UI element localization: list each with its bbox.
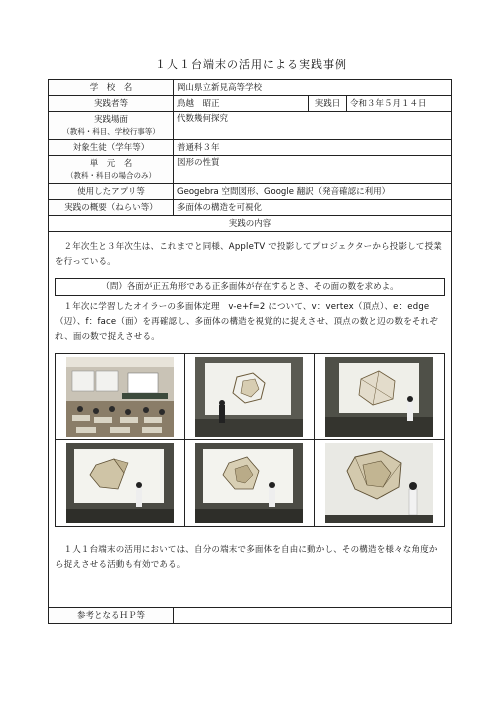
students-label: 対象生徒（学年等）: [49, 140, 174, 156]
screen-photo-image: [195, 357, 303, 437]
content-header: 実践の内容: [49, 216, 452, 232]
school-label: 学 校 名: [49, 80, 174, 96]
overview-label: 実践の概要（ねらい等）: [49, 200, 174, 216]
students-value: 普通科３年: [174, 140, 452, 156]
school-value: 岡山県立新見高等学校: [174, 80, 452, 96]
screen-photo-5: [315, 440, 444, 526]
date-value: 令和３年５月１４日: [347, 96, 452, 112]
paragraph-2: １年次に学習したオイラーの多面体定理 v-e+f=2 について、v：vertex（頂点）、e：edge（辺）、f：face（面）を再確認し、多面体の構造を視覚的に捉えさせ、頂点の数と辺の数をそれぞれ、面の数で捉えさせる。: [55, 302, 438, 342]
content-cell: [49, 232, 452, 608]
screen-photo-3: [56, 440, 185, 526]
screen-photo-image: [325, 357, 433, 437]
classroom-photo-image: [66, 357, 174, 437]
practitioner-label: 実践者等: [49, 96, 174, 112]
paragraph-1: ２年次生と３年次生は、これまでと同様、AppleTV で投影してプロジェクターから投影して授業を行っている。: [55, 242, 442, 267]
unit-value: 図形の性質: [174, 156, 452, 184]
screen-photo-image: [195, 443, 303, 523]
scene-label: 実践場面: [93, 114, 128, 125]
overview-value: 多面体の構造を可視化: [174, 200, 452, 216]
classroom-photo: [56, 354, 185, 440]
screen-photo-image: [66, 443, 174, 523]
screen-photo-4: [185, 440, 314, 526]
unit-sublabel: （教科・科目の場合のみ）: [66, 170, 156, 180]
reference-value: [174, 608, 452, 624]
unit-label-cell: [49, 156, 174, 184]
screen-photo-2: [315, 354, 444, 440]
practitioner-value: 鳥越 昭正: [174, 96, 309, 112]
question-box: （問）各面が正五角形である正多面体が存在するとき、その面の数を求めよ。: [55, 278, 445, 296]
photo-grid: [55, 353, 445, 527]
reference-label: 参考となるＨＰ等: [49, 608, 174, 624]
scene-value: 代数幾何探究: [174, 112, 452, 140]
screen-photo-image: [325, 443, 433, 523]
apps-value: Geogebra 空間図形、Google 翻訳（発音確認に利用）: [174, 184, 452, 200]
page-title: １人１台端末の活用による実践事例: [155, 58, 347, 71]
screen-photo-1: [185, 354, 314, 440]
scene-sublabel: （教科・科目、学校行事等）: [62, 126, 160, 136]
scene-label-cell: [49, 112, 174, 140]
apps-label: 使用したアプリ等: [49, 184, 174, 200]
unit-label: 単 元 名: [89, 158, 133, 169]
paragraph-3: １人１台端末の活用においては、自分の端末で多面体を自由に動かし、その構造を様々な角度から捉えさせる活動も有効である。: [55, 545, 438, 570]
date-label: 実践日: [309, 96, 347, 112]
report-table: [48, 79, 452, 624]
